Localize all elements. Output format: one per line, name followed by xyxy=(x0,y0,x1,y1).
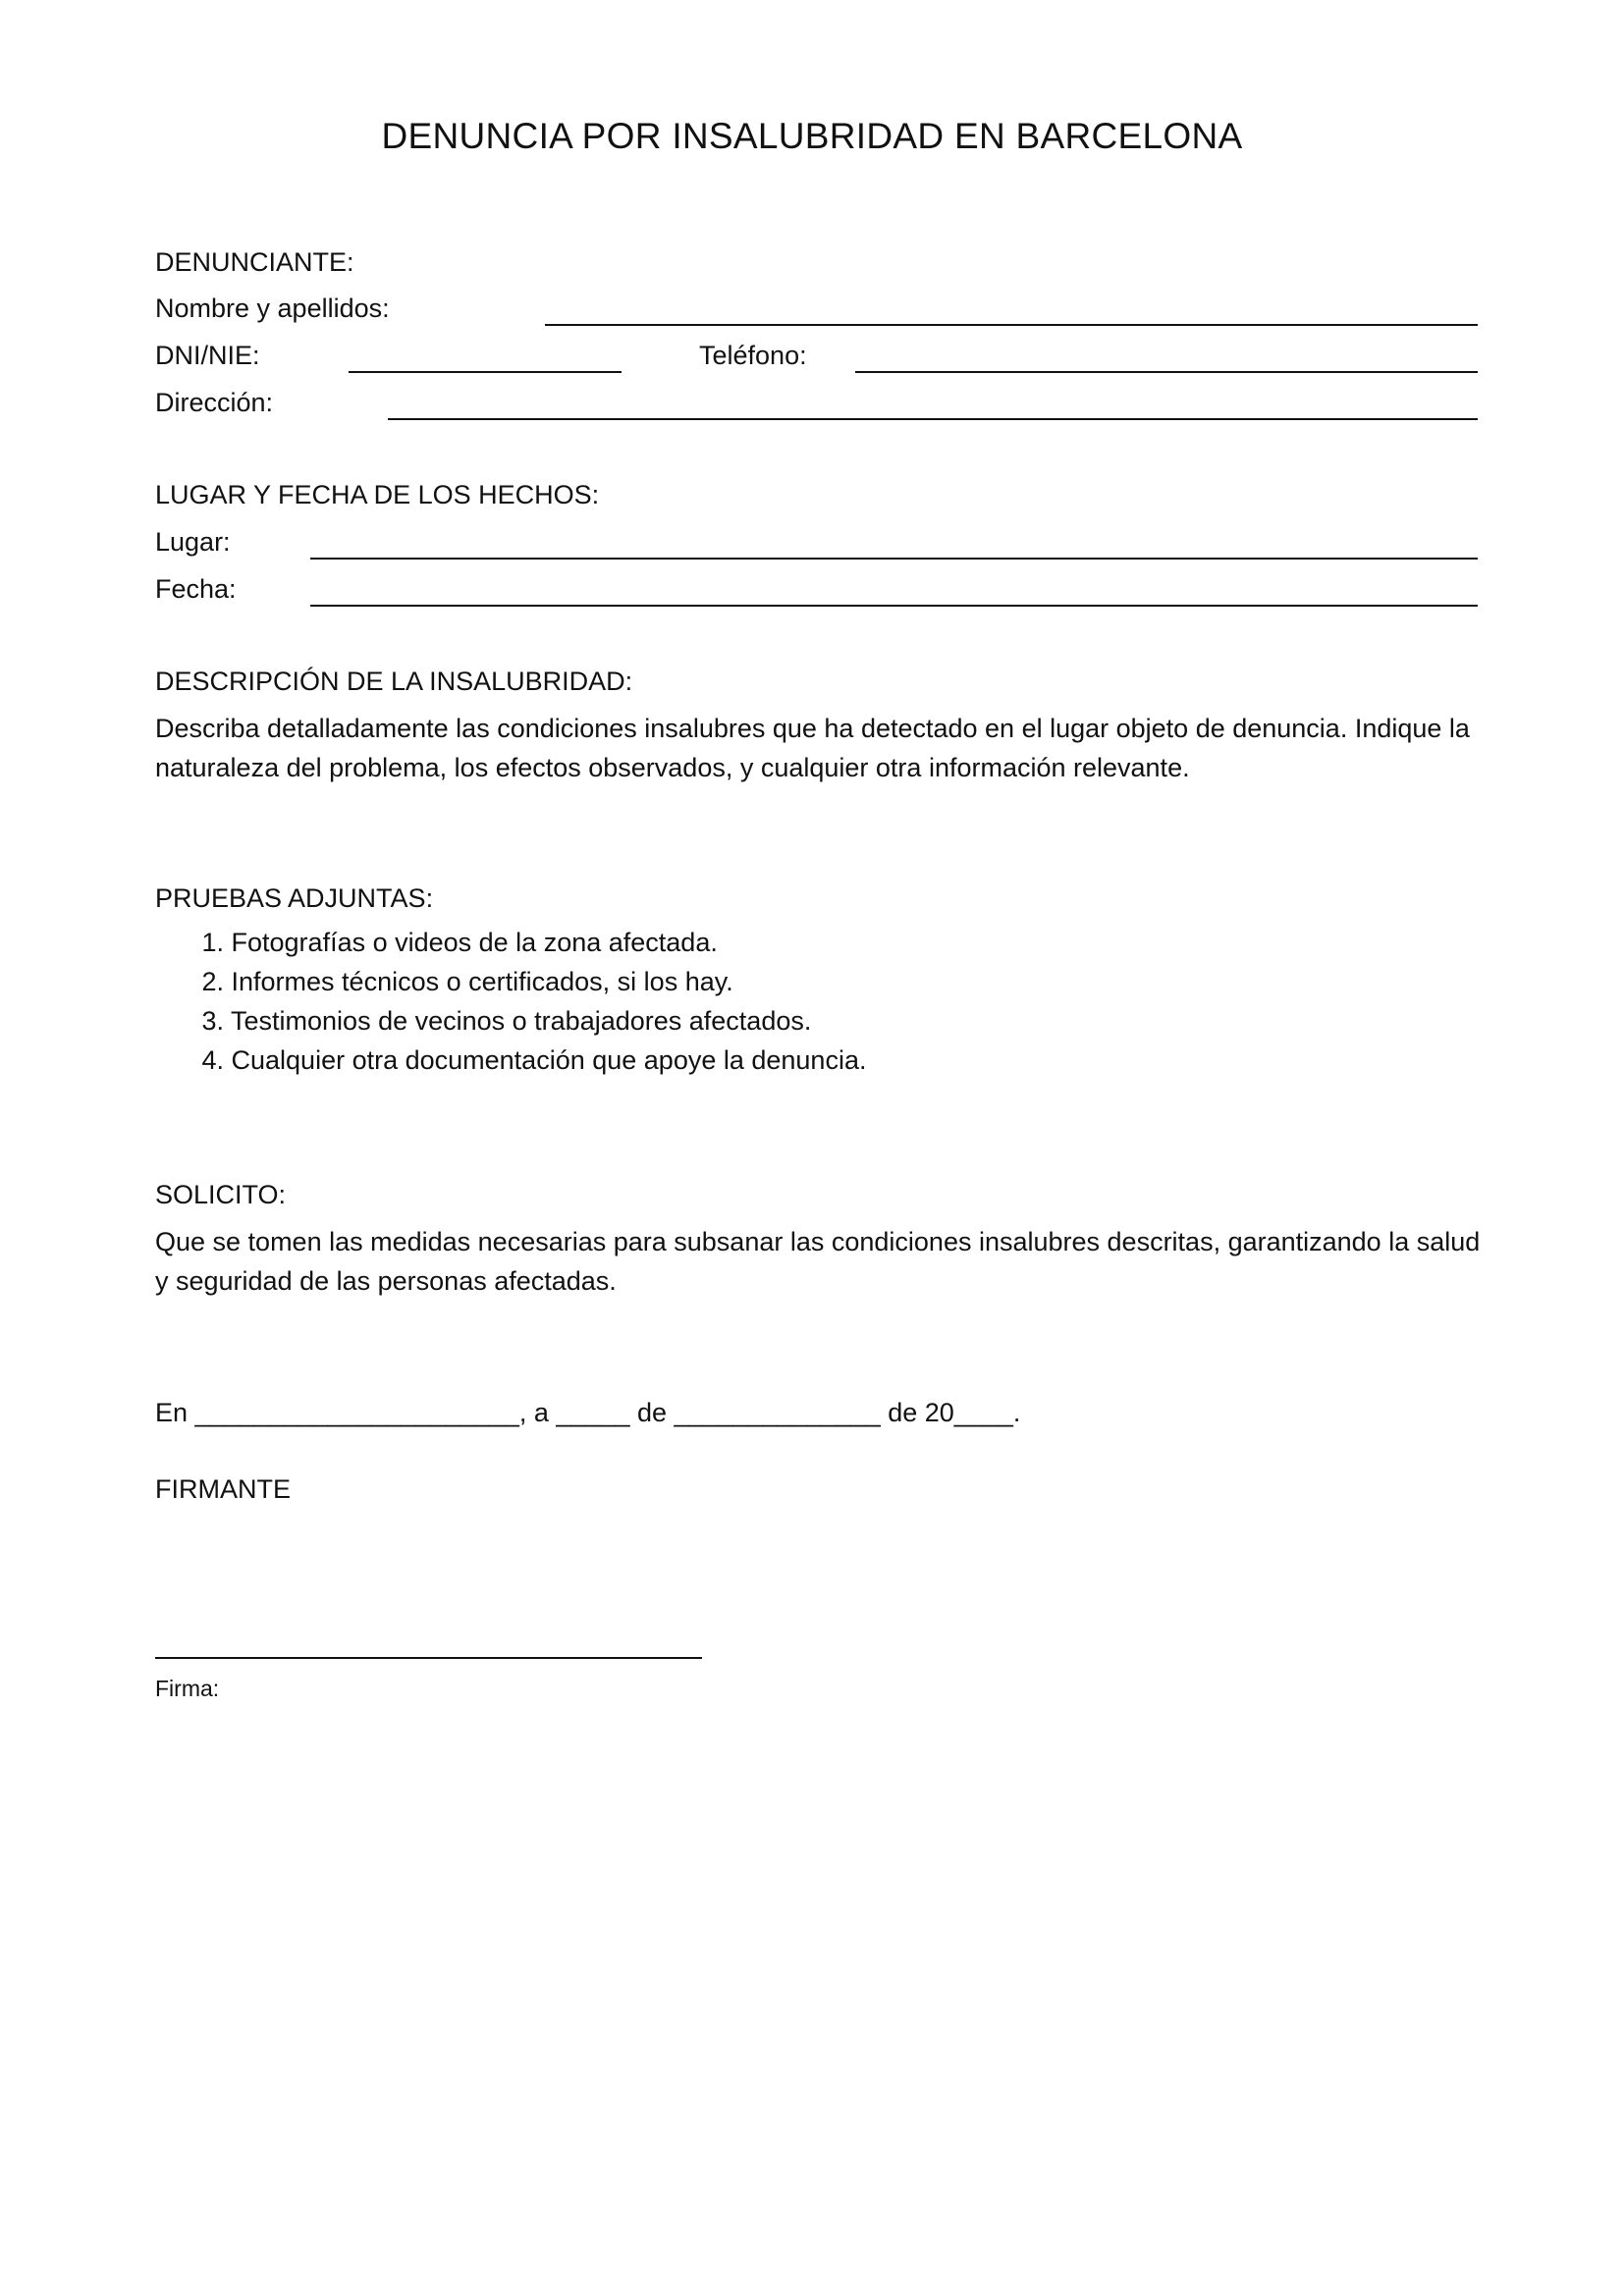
phone-label: Teléfono: xyxy=(699,341,807,370)
list-item xyxy=(155,962,866,1001)
document-title: DENUNCIA POR INSALUBRIDAD EN BARCELONA xyxy=(381,116,1243,156)
list-item-number: 3. xyxy=(201,1006,224,1036)
list-item-text: Cualquier otra documentación que apoye la denuncia. xyxy=(231,1045,867,1075)
solicito-text: Que se tomen las medidas necesarias para subsanar las condiciones insalubres descritas, garantizando la salud y seguridad de las personas afectadas. xyxy=(155,1227,1481,1296)
signature-line[interactable] xyxy=(155,1657,702,1659)
descripcion-text: Describa detalladamente las condiciones insalubres que ha detectado en el lugar objeto de denuncia. Indique la naturaleza del problema, los efectos observados, y cualquier otra información relevante. xyxy=(155,714,1470,782)
place-label: Lugar: xyxy=(155,527,231,557)
solicito-heading: SOLICITO: xyxy=(155,1180,287,1209)
list-item-text: Informes técnicos o certificados, si los hay. xyxy=(231,967,733,996)
list-item-number: 4. xyxy=(201,1045,224,1075)
lugar-fecha-heading: LUGAR Y FECHA DE LOS HECHOS: xyxy=(155,480,600,509)
list-item xyxy=(155,1001,866,1041)
list-item-text: Testimonios de vecinos o trabajadores afectados. xyxy=(231,1006,812,1036)
denunciante-heading: DENUNCIANTE: xyxy=(155,247,354,277)
dni-label: DNI/NIE: xyxy=(155,341,260,370)
place-date-line[interactable]: En ______________________, a _____ de ______________ de 20____. xyxy=(155,1398,1021,1427)
list-item xyxy=(155,1041,866,1080)
name-field-line[interactable] xyxy=(545,324,1478,326)
date-field-line[interactable] xyxy=(310,605,1478,607)
dni-field-line[interactable] xyxy=(349,371,622,373)
address-label: Dirección: xyxy=(155,388,274,417)
list-item-number: 1. xyxy=(201,928,224,957)
date-label: Fecha: xyxy=(155,574,237,604)
descripcion-heading: DESCRIPCIÓN DE LA INSALUBRIDAD: xyxy=(155,667,633,696)
address-field-line[interactable] xyxy=(388,418,1478,420)
signature-label: Firma: xyxy=(155,1676,220,1701)
pruebas-list xyxy=(155,923,866,1080)
list-item xyxy=(155,923,866,962)
list-item-number: 2. xyxy=(201,967,224,996)
phone-field-line[interactable] xyxy=(855,371,1478,373)
pruebas-heading: PRUEBAS ADJUNTAS: xyxy=(155,883,434,913)
place-field-line[interactable] xyxy=(310,558,1478,560)
name-label: Nombre y apellidos: xyxy=(155,294,390,323)
list-item-text: Fotografías o videos de la zona afectada. xyxy=(231,928,718,957)
signer-heading: FIRMANTE xyxy=(155,1474,291,1504)
